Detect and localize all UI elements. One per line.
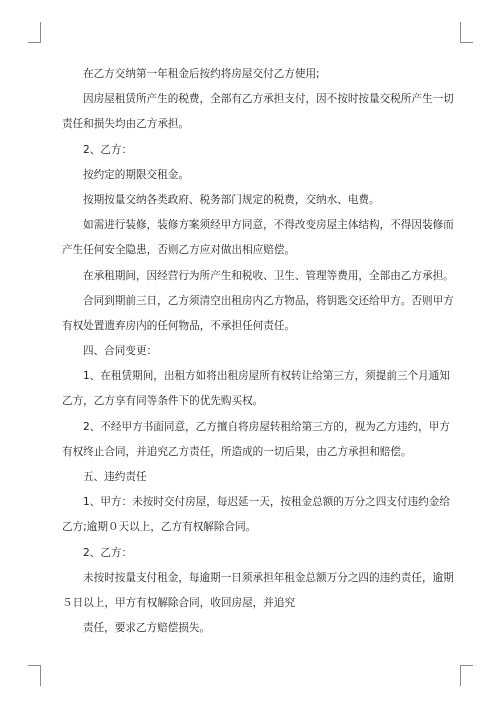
paragraph <box>62 264 454 289</box>
text-line: 有权终止合同，并追究乙方责任，所造成的一切后果，由乙方承担和赔偿。 <box>62 445 412 458</box>
text-line: 未按时按量支付租金，每逾期一日须承担年租金总额万分之四的违约责任，逾期 <box>83 571 454 584</box>
paragraph <box>62 465 442 490</box>
paragraph <box>62 163 442 188</box>
paragraph <box>62 289 454 339</box>
paragraph <box>62 415 450 465</box>
paragraph <box>62 616 442 641</box>
section-heading: 五、违约责任 <box>83 471 147 483</box>
text-line: ５日以上，甲方有权解除合同，收回房屋，并追究 <box>62 596 296 609</box>
text-line: 乙方;逾期０天以上，乙方有权解除合同。 <box>62 521 257 534</box>
text-line: 2、不经甲方书面同意，乙方擅自将房屋转租给第三方的，视为乙方违约，甲方 <box>83 420 450 433</box>
paragraph <box>62 541 442 566</box>
paragraph <box>62 213 454 263</box>
crop-mark-top-right-vertical <box>460 22 461 43</box>
text-line: 合同到期前三日，乙方须清空出租房内乙方物品，将钥匙交还给甲方。否则甲方 <box>83 294 454 307</box>
crop-mark-bottom-right-vertical <box>460 665 461 686</box>
paragraph <box>62 188 442 213</box>
paragraph <box>62 339 442 364</box>
paragraph <box>62 490 450 540</box>
paragraph <box>62 62 442 87</box>
paragraph <box>62 138 442 163</box>
section-heading: 2、乙方： <box>83 143 133 156</box>
crop-mark-top-left-vertical <box>40 22 41 43</box>
text-line: 责任，要求乙方赔偿损失。 <box>83 622 211 635</box>
text-line: 因房屋租赁所产生的税费，全部有乙方承担支付，因不按时按量交税所产生一切 <box>83 93 454 106</box>
section-heading: 2、乙方： <box>83 546 133 559</box>
document-body <box>62 62 454 641</box>
text-line: 乙方，乙方享有同等条件下的优先购买权。 <box>62 395 264 408</box>
paragraph <box>62 364 450 414</box>
crop-mark-top-right-horizontal <box>460 42 473 43</box>
text-line: 按约定的期限交租金。 <box>83 168 189 181</box>
text-line: 1、在租赁期间，出租方如将出租房屋所有权转让给第三方，须提前三个月通知 <box>83 370 450 383</box>
section-heading: 四、合同变更： <box>83 345 158 358</box>
text-line: 1、甲方：未按时交付房屋，每迟延一天，按租金总额的万分之四支付违约金给 <box>83 496 450 509</box>
paragraph <box>62 87 454 137</box>
text-line: 产生任何安全隐患，否则乙方应对做出相应赔偿。 <box>62 244 296 257</box>
crop-mark-bottom-left-vertical <box>40 665 41 686</box>
text-line: 在乙方交纳第一年租金后按约将房屋交付乙方使用; <box>83 68 320 80</box>
text-line: 按期按量交纳各类政府、税务部门规定的税费，交纳水、电费。 <box>83 193 380 206</box>
text-line: 有权处置遗弃房内的任何物品，不承担任何责任。 <box>62 319 296 332</box>
text-line: 如需进行装修，装修方案须经甲方同意，不得改变房屋主体结构，不得因装修而 <box>83 219 454 232</box>
crop-mark-top-left-horizontal <box>28 42 41 43</box>
crop-mark-bottom-right-horizontal <box>460 665 473 666</box>
text-line: 责任和损失均由乙方承担。 <box>62 118 190 131</box>
paragraph <box>62 566 454 616</box>
text-line: 在承租期间，因经营行为所产生和税收、卫生、管理等费用，全部由乙方承担。 <box>83 269 454 282</box>
